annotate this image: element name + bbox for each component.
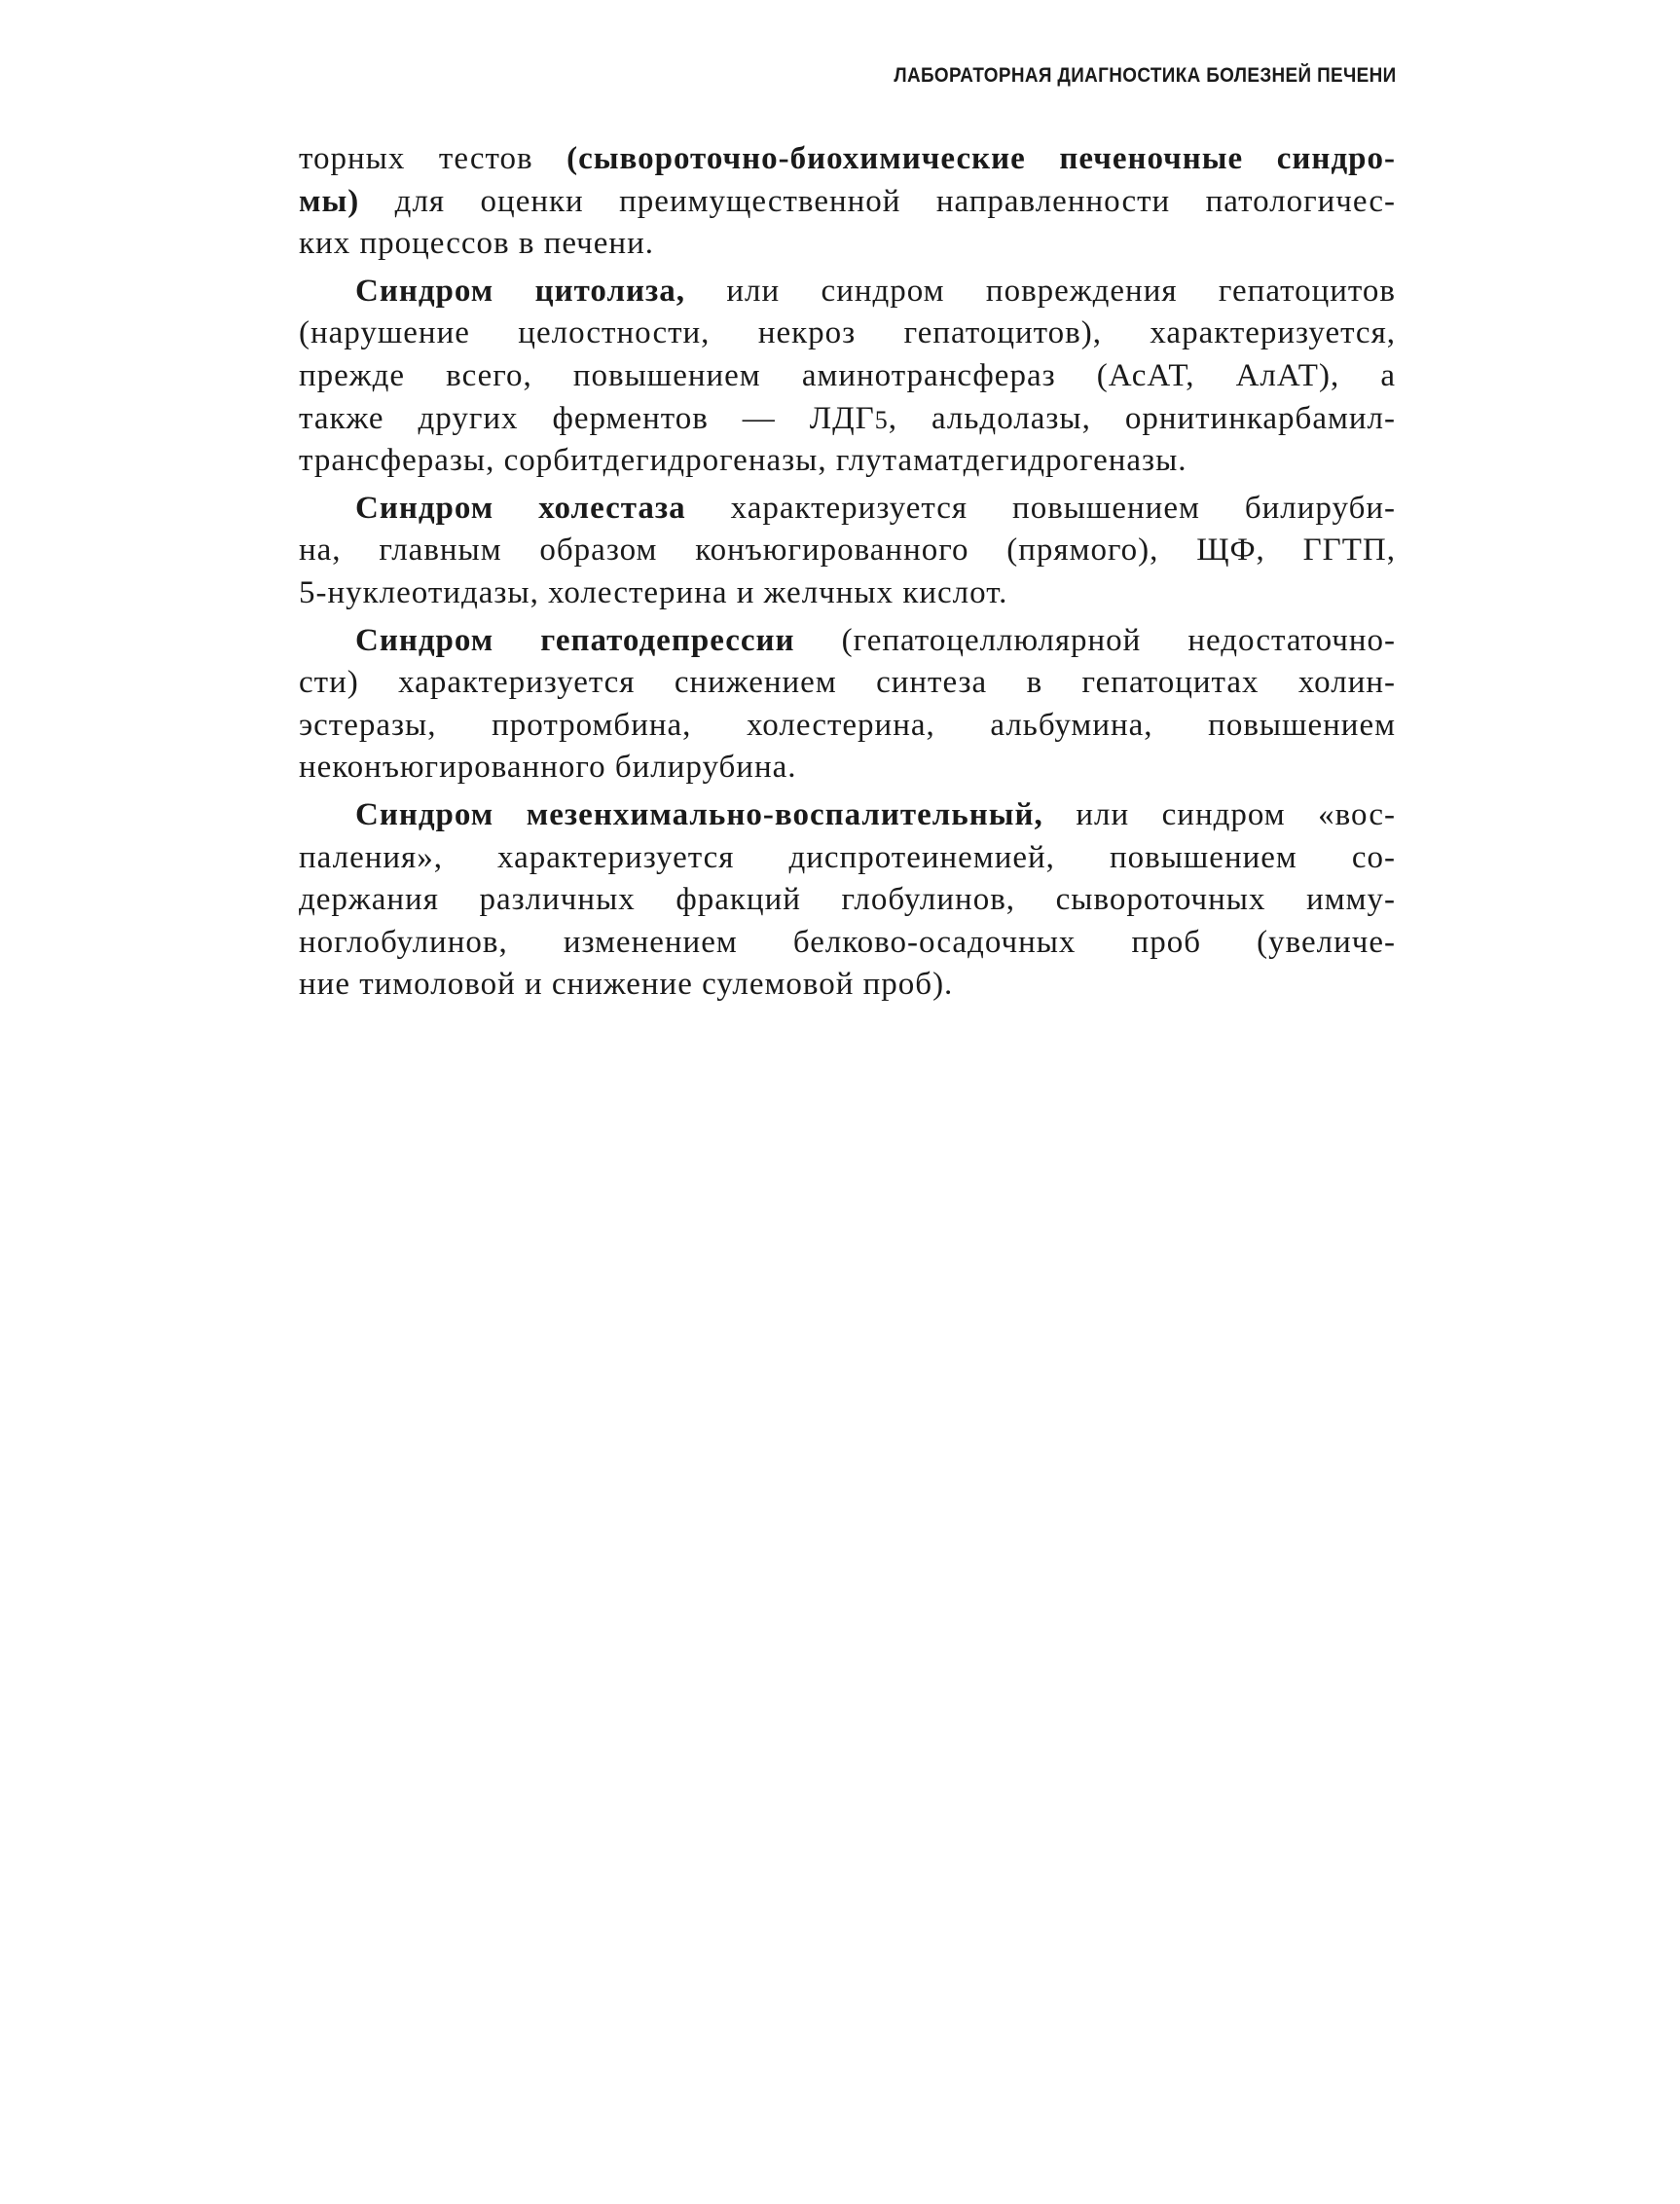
text-run: ние тимоловой и снижение сулемовой проб). bbox=[299, 967, 954, 1003]
bold-term: Синдром холестаза bbox=[355, 490, 686, 526]
text-run: или синдром повреждения гепатоцитов bbox=[685, 273, 1396, 309]
text-run: (гепатоцеллюлярной недостаточно- bbox=[794, 622, 1396, 658]
bold-term: Синдром цитолиза, bbox=[355, 273, 686, 309]
bold-term: мы) bbox=[299, 183, 360, 219]
text-run: на, главным образом конъюгированного (прямого), ЩФ, ГГТП, bbox=[299, 533, 1396, 569]
text-run: для оценки преимущественной направленности патологичес- bbox=[359, 183, 1396, 219]
text-run: ких процессов в печени. bbox=[299, 226, 654, 262]
text-line bbox=[299, 271, 1396, 313]
paragraph bbox=[299, 488, 1396, 615]
text-run: (нарушение целостности, некроз гепатоцитов), характеризуется, bbox=[299, 315, 1396, 351]
text-line bbox=[299, 747, 1396, 790]
text-line bbox=[299, 837, 1396, 880]
paragraph bbox=[299, 271, 1396, 483]
text-line bbox=[299, 705, 1396, 748]
text-run: прежде всего, повышением аминотрансфераз (АсАТ, АлАТ), а bbox=[299, 357, 1396, 393]
text-line bbox=[299, 794, 1396, 837]
text-line bbox=[299, 312, 1396, 355]
text-line bbox=[299, 620, 1396, 663]
text-run: торных тестов bbox=[299, 141, 567, 176]
paragraph bbox=[299, 794, 1396, 1007]
text-line bbox=[299, 223, 1396, 266]
text-line bbox=[299, 181, 1396, 224]
text-run: также других ферментов — ЛДГ bbox=[299, 400, 875, 436]
text-line bbox=[299, 879, 1396, 922]
text-line bbox=[299, 964, 1396, 1007]
text-line bbox=[299, 572, 1396, 615]
text-line bbox=[299, 355, 1396, 398]
paragraph bbox=[299, 138, 1396, 266]
text-run: эстеразы, протромбина, холестерина, альбумина, повышением bbox=[299, 707, 1396, 743]
text-run: сти) характеризуется снижением синтеза в гепатоцитах холин- bbox=[299, 665, 1396, 701]
text-run: держания различных фракций глобулинов, сывороточных имму- bbox=[299, 882, 1396, 918]
text-line bbox=[299, 922, 1396, 965]
text-line bbox=[299, 488, 1396, 531]
body-text bbox=[299, 138, 1396, 1007]
text-run: трансферазы, сорбитдегидрогеназы, глутаматдегидрогеназы. bbox=[299, 443, 1187, 479]
text-line bbox=[299, 398, 1396, 441]
text-run: ноглобулинов, изменением белково-осадочных проб (увеличе- bbox=[299, 924, 1396, 960]
bold-term: (сывороточно-биохимические печеночные синдро- bbox=[566, 141, 1396, 176]
text-run: характеризуется повышением билируби- bbox=[685, 490, 1397, 526]
text-run: или синдром «вос- bbox=[1042, 796, 1396, 832]
paragraph bbox=[299, 620, 1396, 790]
bold-term: Синдром мезенхимально-воспалительный, bbox=[355, 796, 1043, 832]
running-head: ЛАБОРАТОРНАЯ ДИАГНОСТИКА БОЛЕЗНЕЙ ПЕЧЕНИ bbox=[894, 64, 1397, 87]
text-line bbox=[299, 662, 1396, 705]
text-run: неконъюгированного билирубина. bbox=[299, 750, 797, 786]
text-run: 5-нуклеотидазы, холестерина и желчных кислот. bbox=[299, 574, 1008, 610]
text-run: паления», характеризуется диспротеинемией, повышением со- bbox=[299, 839, 1396, 875]
text-line bbox=[299, 138, 1396, 181]
text-line bbox=[299, 530, 1396, 572]
text-run: 5 bbox=[874, 405, 889, 434]
text-run: , альдолазы, орнитинкарбамил- bbox=[888, 400, 1396, 436]
bold-term: Синдром гепатодепрессии bbox=[355, 622, 795, 658]
text-line bbox=[299, 440, 1396, 483]
